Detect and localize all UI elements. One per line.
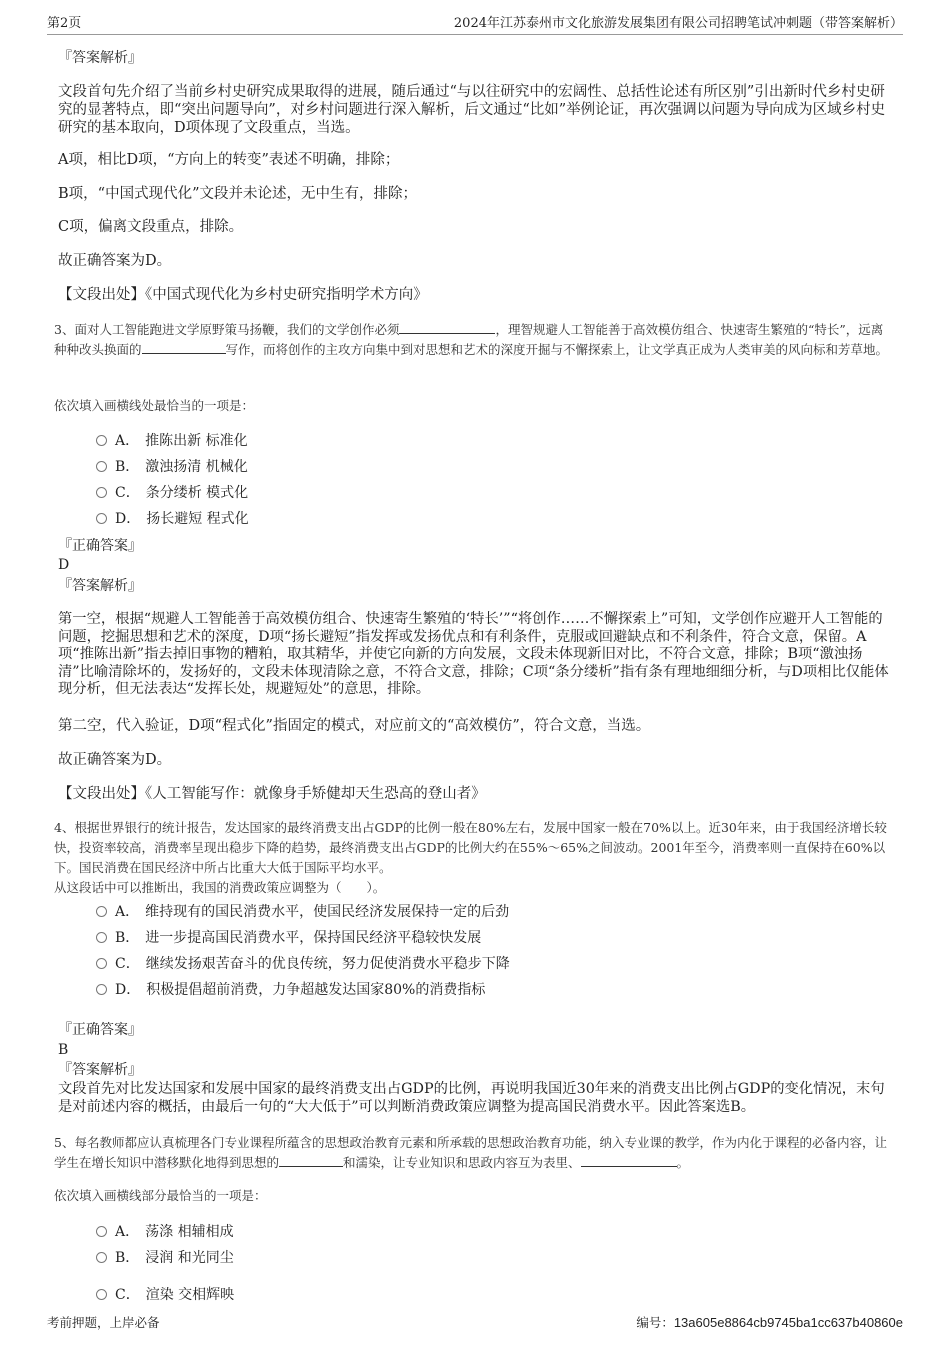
radio-icon[interactable] — [96, 1289, 107, 1300]
q3-answer-label: 『正确答案』 — [58, 538, 142, 554]
radio-icon[interactable] — [96, 958, 107, 969]
option-letter: C． — [115, 956, 140, 972]
q2-analysis-paragraph: 文段首句先介绍了当前乡村史研究成果取得的进展，随后通过“与以往研究中的宏阔性、总括性论述有所区别”引出新时代乡村史研究的显著特点，即“突出问题导向”，对乡村问题进行深入解析，后文通过“比如”举例论证，再次强调以问题为导向成为区域乡村史研究的基本取向，D项体现了文段重点，当选。 — [58, 84, 886, 136]
q3-option-b[interactable] — [96, 458, 248, 476]
footer-code — [636, 1313, 903, 1331]
q3-stem-part: 写作，而将创作的主攻方向集中到对思想和艺术的深度开掘与不懈探索上，让文学真正成为人类审美的风向标和芳草地。 — [225, 342, 889, 357]
option-text: 荡涤 相辅相成 — [145, 1224, 234, 1240]
option-letter: D． — [115, 511, 141, 527]
q3-option-d[interactable] — [96, 510, 249, 528]
q4-option-d[interactable] — [96, 981, 485, 999]
q3-option-c[interactable] — [96, 484, 248, 502]
q3-option-a[interactable] — [96, 432, 248, 450]
q3-stem-part: 长”，远离种种改头换面的 — [54, 322, 884, 357]
option-letter: B． — [115, 930, 140, 946]
radio-icon[interactable] — [96, 984, 107, 995]
option-letter: B． — [115, 1250, 140, 1266]
option-text: 扬长避短 程式化 — [146, 511, 249, 527]
q5-option-b[interactable] — [96, 1249, 234, 1267]
q4-option-b[interactable] — [96, 929, 481, 947]
option-letter: A． — [115, 433, 140, 449]
radio-icon[interactable] — [96, 513, 107, 524]
radio-icon[interactable] — [96, 435, 107, 446]
q4-prompt: 从这段话中可以推断出，我国的消费政策应调整为（ ）。 — [54, 880, 386, 895]
q3-prompt: 依次填入画横线处最恰当的一项是： — [54, 398, 255, 413]
q5-stem-part: 和濡染，让专业知识和思政内容互为表里、 — [343, 1155, 581, 1170]
q4-stem: 4、根据世界银行的统计报告，发达国家的最终消费支出占GDP的比例一般在80%左右，发展中国家一般在70%以上。近30年来，由于我国经济增长较快，投资率较高，消费率呈现出稳步下降的趋势，最终消费支出占GDP的比例大约在55%～65%之间波动。2001年至今，消费率则一直保持在60%以下。国民消费在国民经济中所占比重大大低于国际平均水平。 — [54, 820, 887, 875]
page-header — [47, 12, 903, 35]
footer-code-value: 13a605e8864cb9745ba1cc637b40860e — [673, 1315, 903, 1330]
option-letter: A． — [115, 1224, 140, 1240]
q2-analysis-option-c: C项，偏离文段重点，排除。 — [58, 219, 244, 235]
q3-stem-part: ，理智规避人工智能善于高效模仿组合、快速寄生繁殖的“特 — [495, 322, 827, 337]
q3-analysis-paragraph-2: 第二空，代入验证，D项“程式化”指固定的模式，对应前文的“高效模仿”，符合文意，当选。 — [58, 718, 651, 734]
q4-option-c[interactable] — [96, 955, 510, 973]
radio-icon[interactable] — [96, 487, 107, 498]
q2-source: 【文段出处】《中国式现代化为乡村史研究指明学术方向》 — [58, 287, 428, 303]
q2-analysis-option-b: B项，“中国式现代化”文段并未论述，无中生有，排除； — [58, 186, 417, 202]
q5-prompt: 依次填入画横线部分最恰当的一项是： — [54, 1188, 267, 1203]
option-letter: C． — [115, 1287, 140, 1303]
footer-code-label: 编号： — [636, 1315, 674, 1330]
radio-icon[interactable] — [96, 1226, 107, 1237]
q4-analysis-paragraph: 文段首先对比发达国家和发展中国家的最终消费支出占GDP的比例，再说明我国近30年来的消费支出比例占GDP的变化情况，末句是对前述内容的概括，由最后一句的“大大低于”可以判断消费政策应调整为提高国民消费水平。因此答案选B。 — [58, 1081, 885, 1115]
option-text: 进一步提高国民消费水平，保持国民经济平稳较快发展 — [145, 930, 482, 946]
radio-icon[interactable] — [96, 461, 107, 472]
q3-analysis-paragraph-1: 第一空，根据“规避人工智能善于高效模仿组合、快速寄生繁殖的‘特长’”“将创作……不懈探索上”可知，文学创作应避开人工智能的问题，挖掘思想和艺术的深度，D项“扬长避短”指发挥或发扬优点和有利条件，克服或回避缺点和不利条件，符合文意，保留。A项“推陈出新”指去掉旧事物的糟粕，取其精华，并使它向新的方向发展，文段未体现新旧对比，不符合文意，排除；B项“激浊扬清”比喻清除坏的，发扬好的，文段未体现清除之意，不符合文意，排除；C项“条分缕析”指有条有理地细细分析，与D项相比仅能体现分析，但无法表达“发挥长处，规避短处”的意思，排除。 — [58, 611, 889, 697]
option-text: 浸润 和光同尘 — [145, 1250, 234, 1266]
blank-line — [581, 1154, 677, 1167]
radio-icon[interactable] — [96, 906, 107, 917]
blank-line — [279, 1154, 343, 1167]
option-text: 条分缕析 模式化 — [145, 485, 249, 501]
option-letter: C． — [115, 485, 140, 501]
radio-icon[interactable] — [96, 1252, 107, 1263]
q5-option-a[interactable] — [96, 1223, 234, 1241]
q3-answer: D — [58, 557, 70, 573]
option-text: 维持现有的国民消费水平，使国民经济发展保持一定的后劲 — [145, 904, 510, 920]
q3-analysis-label: 『答案解析』 — [58, 578, 142, 594]
option-letter: D． — [115, 982, 141, 998]
q4-answer: B — [58, 1042, 69, 1058]
page-number: 第2页 — [47, 16, 82, 31]
option-letter: B． — [115, 459, 140, 475]
q3-stem — [54, 320, 894, 360]
option-text: 积极提倡超前消费，力争超越发达国家80%的消费指标 — [146, 982, 486, 998]
q3-conclusion: 故正确答案为D。 — [58, 752, 172, 768]
blank-line — [142, 341, 226, 354]
q4-analysis-label: 『答案解析』 — [58, 1062, 142, 1078]
q4-answer-label: 『正确答案』 — [58, 1022, 142, 1038]
option-text: 渲染 交相辉映 — [145, 1287, 235, 1303]
option-letter: A． — [115, 904, 140, 920]
option-text: 推陈出新 标准化 — [145, 433, 248, 449]
q5-stem — [54, 1133, 894, 1173]
q3-stem-part: 3、面对人工智能跑进文学原野策马扬鞭，我们的文学创作必须 — [54, 322, 400, 337]
q2-analysis-option-a: A项，相比D项，“方向上的转变”表述不明确，排除； — [58, 152, 400, 168]
blank-line — [399, 321, 495, 334]
radio-icon[interactable] — [96, 932, 107, 943]
q4-option-a[interactable] — [96, 903, 509, 921]
option-text: 继续发扬艰苦奋斗的优良传统，努力促使消费水平稳步下降 — [145, 956, 510, 972]
q2-analysis-label: 『答案解析』 — [58, 50, 142, 66]
footer-slogan: 考前押题，上岸必备 — [47, 1315, 160, 1330]
q5-stem-part: 5、每名教师都应认真梳理各门专业课程所蕴含的思想政治教育元素和所承载的思想政治教育功能，纳入专业课的教学，作为内化于课程的必备内容，让学生在增长知识中潜移默化地得到思想的 — [54, 1135, 887, 1170]
option-text: 激浊扬清 机械化 — [145, 459, 248, 475]
q5-stem-part: 。 — [676, 1155, 690, 1170]
q5-option-c[interactable] — [96, 1286, 234, 1304]
q3-source: 【文段出处】《人工智能写作：就像身手矫健却天生恐高的登山者》 — [58, 786, 486, 802]
document-title: 2024年江苏泰州市文化旅游发展集团有限公司招聘笔试冲刺题（带答案解析） — [453, 16, 903, 31]
q2-conclusion: 故正确答案为D。 — [58, 253, 172, 269]
